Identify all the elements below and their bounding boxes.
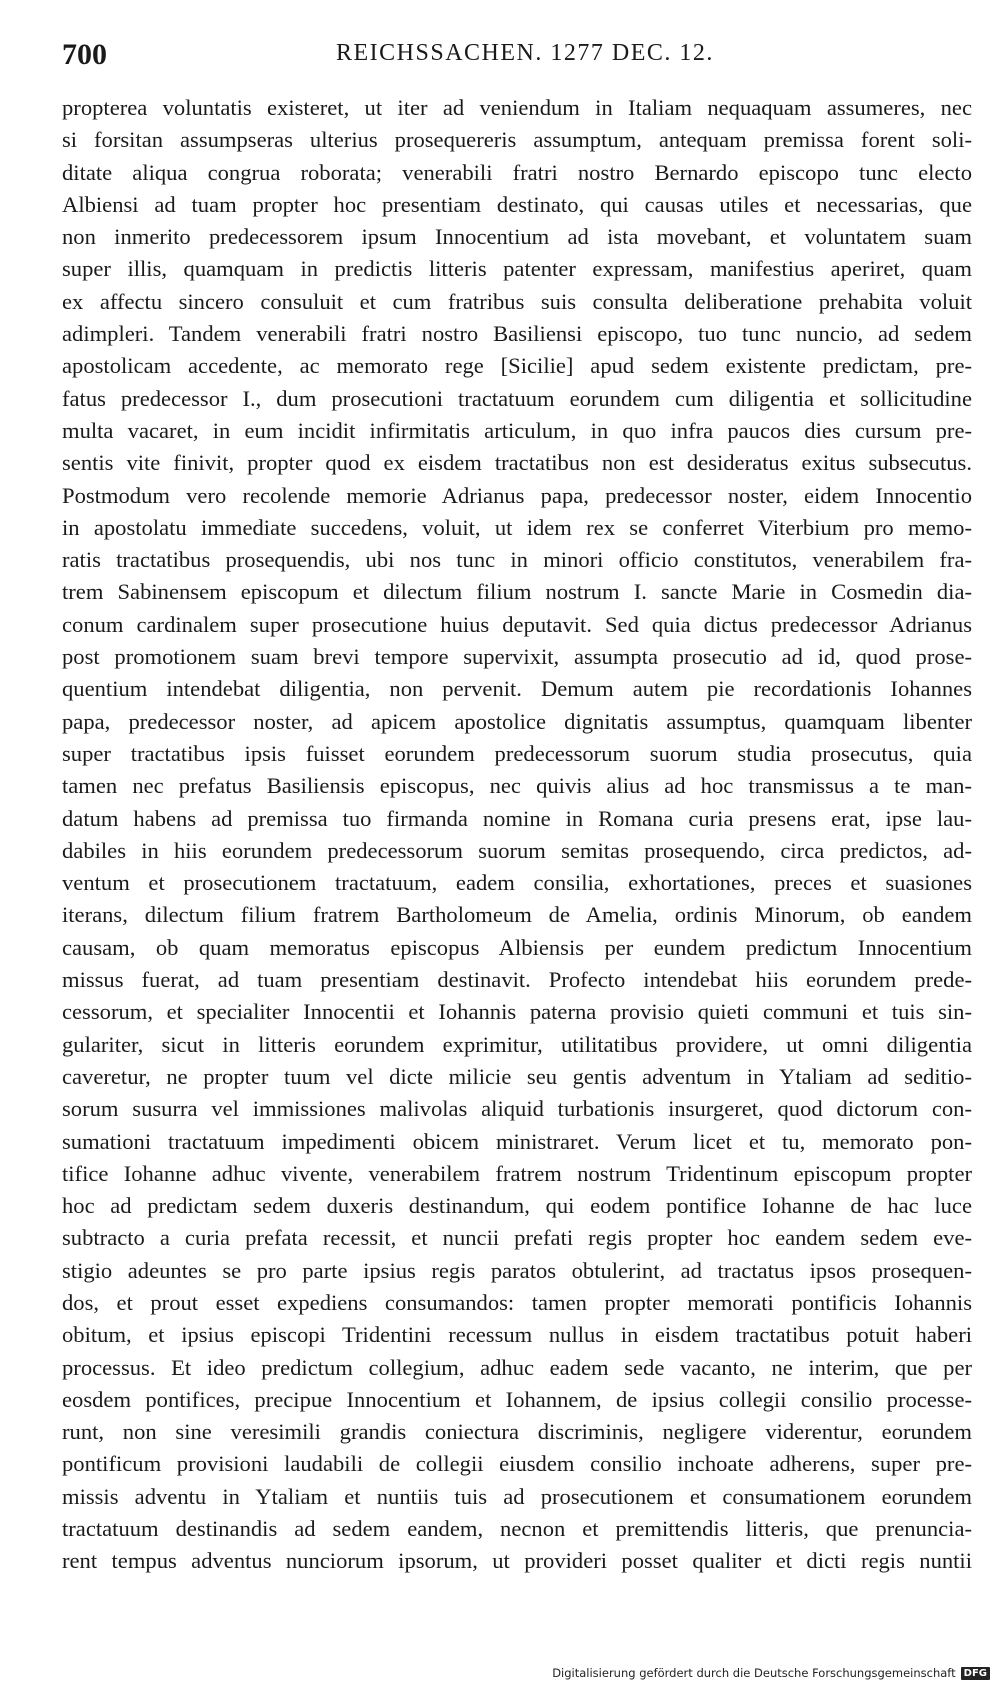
text-line: missis adventu in Ytaliam et nuntiis tuis ad prosecutionem et consumationem eorundem — [62, 1483, 972, 1509]
text-line: ratis tractatibus prosequendis, ubi nos tunc in minori officio constitutos, venerabilem fra- — [62, 547, 972, 573]
text-line: pontificum provisioni laudabili de collegii eiusdem consilio inchoate adherens, super pre- — [62, 1451, 972, 1477]
text-line: datum habens ad premissa tuo firmanda nomine in Romana curia presens erat, ipse lau- — [62, 805, 972, 831]
text-line: causam, ob quam memoratus episcopus Albiensis per eundem predictum Innocentium — [62, 934, 972, 960]
text-line: tifice Iohanne adhuc vivente, venerabilem fratrem nostrum Tridentinum episcopum propter — [62, 1160, 972, 1186]
text-line: sorum susurra vel immissiones malivolas aliquid turbationis insurgeret, quod dictorum con- — [62, 1096, 972, 1122]
text-line: conum cardinalem super prosecutione huius deputavit. Sed quia dictus predecessor Adrianus — [62, 611, 972, 637]
text-line: runt, non sine veresimili grandis coniectura discriminis, negligere viderentur, eorundem — [62, 1419, 972, 1445]
text-line: cessorum, et specialiter Innocentii et Iohannis paterna provisio quieti communi et tuis sin- — [62, 999, 972, 1025]
text-line: post promotionem suam brevi tempore supervixit, assumpta prosecutio ad id, quod prose- — [62, 644, 972, 670]
text-line: ditate aliqua congrua roborata; venerabili fratri nostro Bernardo episcopo tunc electo — [62, 159, 972, 185]
text-line: quentium intendebat diligentia, non pervenit. Demum autem pie recordationis Iohannes — [62, 676, 972, 702]
page-header — [62, 38, 972, 78]
text-line: ventum et prosecutionem tractatuum, eadem consilia, exhortationes, preces et suasiones — [62, 870, 972, 896]
text-line: in apostolatu immediate succedens, voluit, ut idem rex se conferret Viterbium pro memo- — [62, 514, 972, 540]
running-head: REICHSSACHEN. 1277 DEC. 12. — [336, 40, 714, 66]
page-number: 700 — [62, 38, 107, 71]
text-line: rent tempus adventus nunciorum ipsorum, ut provideri posset qualiter et dicti regis nuntii — [62, 1548, 972, 1574]
text-line: dos, et prout esset expediens consumandos: tamen propter memorati pontificis Iohannis — [62, 1289, 972, 1315]
dfg-logo-icon: DFG — [961, 1667, 990, 1680]
text-line: non inmerito predecessorem ipsum Innocentium ad ista movebant, et voluntatem suam — [62, 224, 972, 250]
text-line: caveretur, ne propter tuum vel dicte milicie seu gentis adventum in Ytaliam ad seditio- — [62, 1063, 972, 1089]
text-line: adimpleri. Tandem venerabili fratri nostro Basiliensi episcopo, tuo tunc nuncio, ad sedem — [62, 321, 972, 347]
text-line: Postmodum vero recolende memorie Adrianus papa, predecessor noster, eidem Innocentio — [62, 482, 972, 508]
text-line: ex affectu sincero consuluit et cum fratribus suis consulta deliberatione prehabita voluit — [62, 288, 972, 314]
text-line: sumationi tractatuum impedimenti obicem ministraret. Verum licet et tu, memorato pon- — [62, 1128, 972, 1154]
text-line: multa vacaret, in eum incidit infirmitatis articulum, in quo infra paucos dies cursum pre- — [62, 417, 972, 443]
text-line: si forsitan assumpseras ulterius prosequereris assumptum, antequam premissa forent soli- — [62, 127, 972, 153]
text-line: dabiles in hiis eorundem predecessorum suorum semitas prosequendo, circa predictos, ad- — [62, 837, 972, 863]
footer — [552, 1666, 990, 1680]
text-line: papa, predecessor noster, ad apicem apostolice dignitatis assumptus, quamquam libenter — [62, 708, 972, 734]
text-line: fatus predecessor I., dum prosecutioni tractatuum eorundem cum diligentia et sollicitudine — [62, 385, 972, 411]
text-line: eosdem pontifices, precipue Innocentium et Iohannem, de ipsius collegii consilio processe- — [62, 1386, 972, 1412]
text-line: obitum, et ipsius episcopi Tridentini recessum nullus in eisdem tractatibus potuit haberi — [62, 1322, 972, 1348]
text-line: subtracto a curia prefata recessit, et nuncii prefati regis propter hoc eandem sedem eve- — [62, 1225, 972, 1251]
text-line: Albiensi ad tuam propter hoc presentiam destinato, qui causas utiles et necessarias, que — [62, 191, 972, 217]
text-line: processus. Et ideo predictum collegium, adhuc eadem sede vacanto, ne interim, que per — [62, 1354, 972, 1380]
text-line: tamen nec prefatus Basiliensis episcopus, nec quivis alius ad hoc transmissus a te man- — [62, 773, 972, 799]
text-line: stigio adeuntes se pro parte ipsius regis paratos obtulerint, ad tractatus ipsos prosequen- — [62, 1257, 972, 1283]
text-line: tractatuum destinandis ad sedem eandem, necnon et premittendis litteris, que prenuncia- — [62, 1516, 972, 1542]
text-line: super tractatibus ipsis fuisset eorundem predecessorum suorum studia prosecutus, quia — [62, 740, 972, 766]
text-line: propterea voluntatis existeret, ut iter ad veniendum in Italiam nequaquam assumeres, nec — [62, 95, 972, 120]
text-line: apostolicam accedente, ac memorato rege [Sicilie] apud sedem existente predictam, pre- — [62, 353, 972, 379]
body-text — [62, 92, 972, 1578]
text-line: missus fuerat, ad tuam presentiam destinavit. Profecto intendebat hiis eorundem prede- — [62, 967, 972, 993]
text-line: trem Sabinensem episcopum et dilectum filium nostrum I. sancte Marie in Cosmedin dia- — [62, 579, 972, 605]
digitization-credit: Digitalisierung gefördert durch die Deutsche Forschungsgemeinschaft — [552, 1666, 956, 1680]
text-line: hoc ad predictam sedem duxeris destinandum, qui eodem pontifice Iohanne de hac luce — [62, 1193, 972, 1219]
text-line: iterans, dilectum filium fratrem Bartholomeum de Amelia, ordinis Minorum, ob eandem — [62, 902, 972, 928]
text-line: super illis, quamquam in predictis litteris patenter expressam, manifestius aperiret, quam — [62, 256, 972, 282]
text-line: sentis vite finivit, propter quod ex eisdem tractatibus non est desideratus exitus subsecutus. — [62, 450, 972, 476]
text-line: gulariter, sicut in litteris eorundem exprimitur, utilitatibus providere, ut omni diligentia — [62, 1031, 972, 1057]
